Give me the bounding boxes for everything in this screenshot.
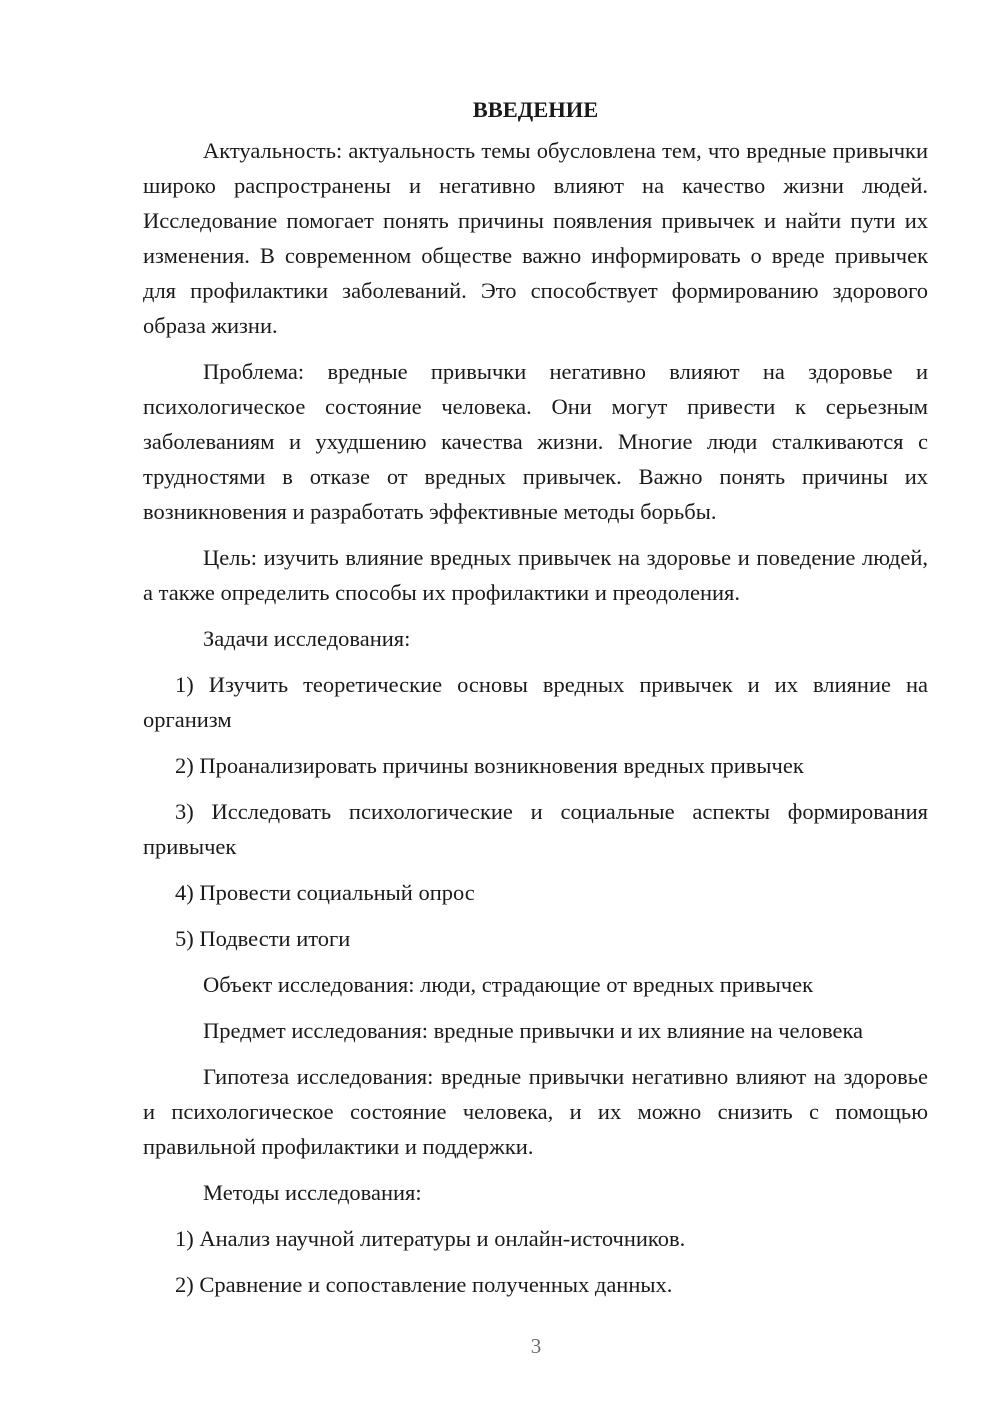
page-content xyxy=(143,97,928,1313)
task-item-3: 3) Исследовать психологические и социальные аспекты формирования привычек xyxy=(143,799,928,859)
task-item-2: 2) Проанализировать причины возникновения вредных привычек xyxy=(175,753,804,778)
methods-heading: Методы исследования: xyxy=(203,1180,422,1205)
tasks-heading: Задачи исследования: xyxy=(203,626,411,651)
task-item-1: 1) Изучить теоретические основы вредных привычек и их влияние на организм xyxy=(143,672,928,732)
page-number: 3 xyxy=(530,1334,542,1358)
task-item-5: 5) Подвести итоги xyxy=(175,926,351,951)
relevance-paragraph: Актуальность: актуальность темы обусловлена тем, что вредные привычки широко распространены и негативно влияют на качество жизни людей. Исследование помогает понять причины появления привычек и найти пути их изменения. В современном обществе важно информировать о вреде привычек для профилактики заболеваний. Это способствует формированию здорового образа жизни. xyxy=(143,138,928,338)
goal-paragraph: Цель: изучить влияние вредных привычек на здоровье и поведение людей, а также определить способы их профилактики и преодоления. xyxy=(143,545,928,605)
hypothesis-paragraph: Гипотеза исследования: вредные привычки негативно влияют на здоровье и психологическое состояние человека, и их можно снизить с помощью правильной профилактики и поддержки. xyxy=(143,1064,928,1159)
method-item-1: 1) Анализ научной литературы и онлайн-источников. xyxy=(175,1226,686,1251)
method-item-2: 2) Сравнение и сопоставление полученных данных. xyxy=(175,1272,673,1297)
object-paragraph: Объект исследования: люди, страдающие от вредных привычек xyxy=(203,972,814,997)
problem-paragraph: Проблема: вредные привычки негативно влияют на здоровье и психологическое состояние человека. Они могут привести к серьезным заболеваниям и ухудшению качества жизни. Многие люди сталкиваются с трудностями в отказе от вредных привычек. Важно понять причины их возникновения и разработать эффективные методы борьбы. xyxy=(143,359,928,524)
task-item-4: 4) Провести социальный опрос xyxy=(175,880,475,905)
section-title: ВВЕДЕНИЕ xyxy=(472,97,599,122)
subject-paragraph: Предмет исследования: вредные привычки и их влияние на человека xyxy=(203,1018,864,1043)
